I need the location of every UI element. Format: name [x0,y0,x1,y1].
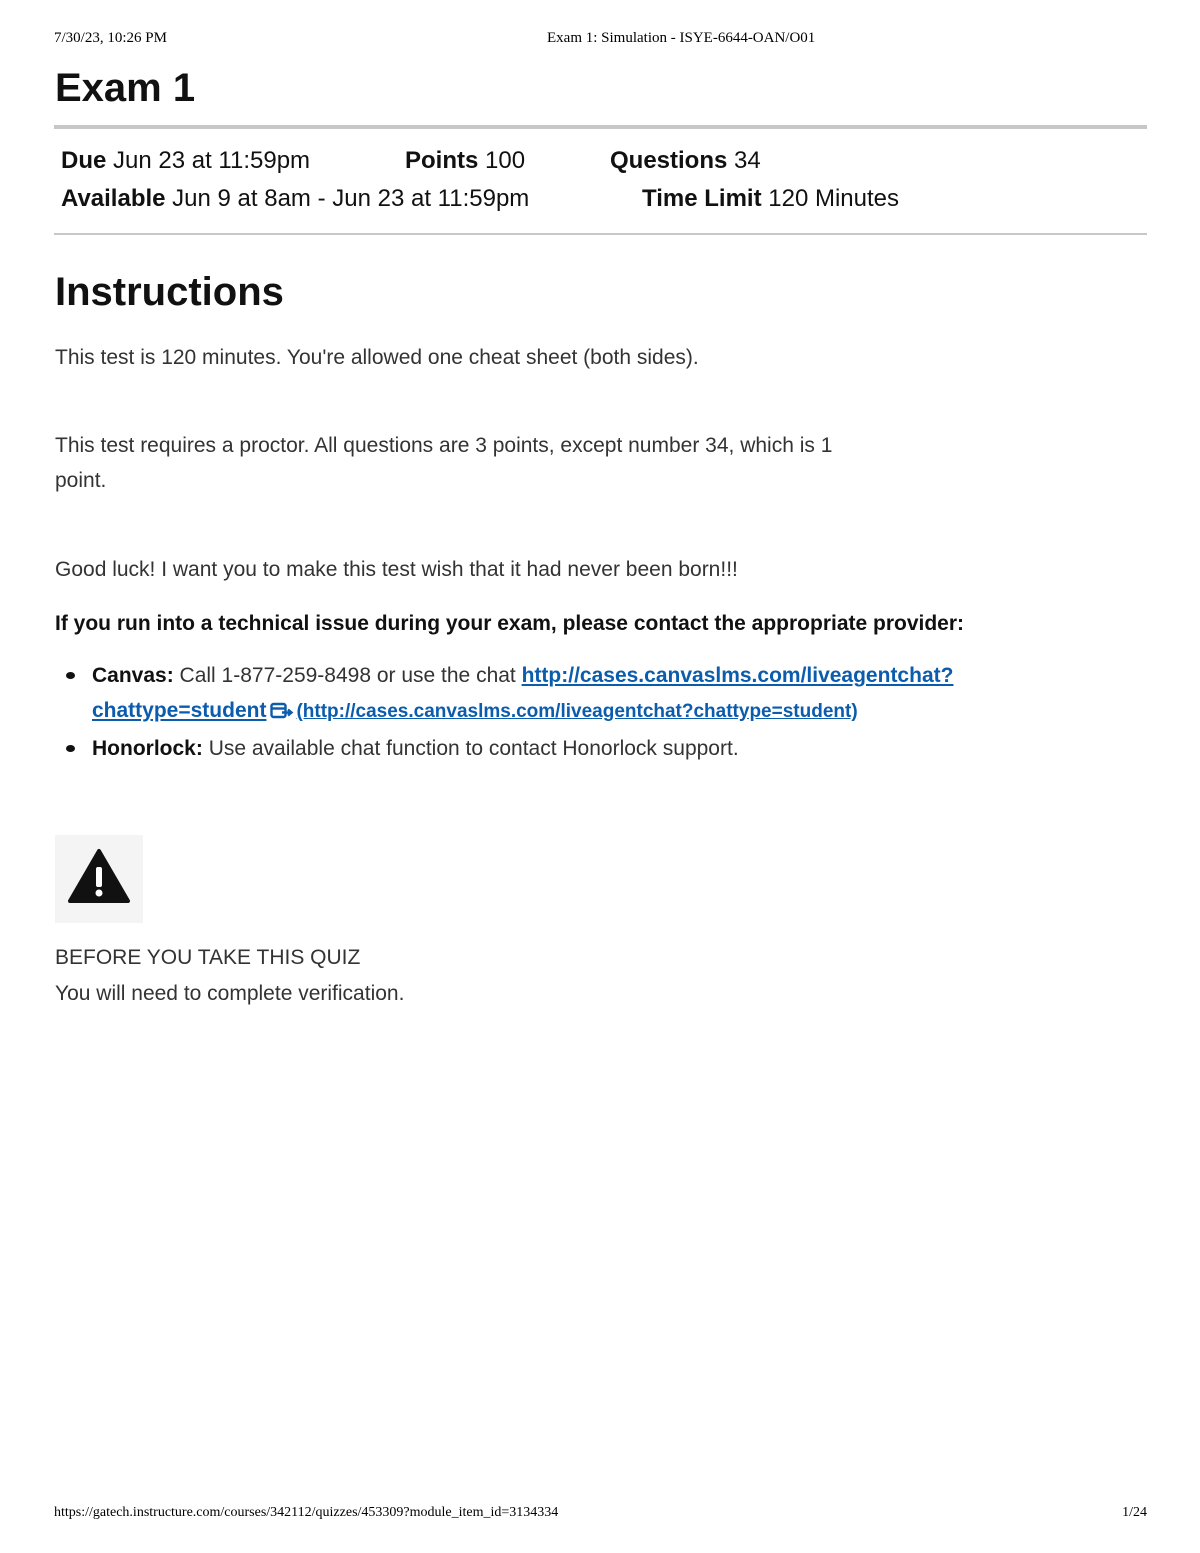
instructions-proctor-line2: point. [55,469,107,492]
external-link-icon[interactable] [270,696,294,731]
instructions-proctor-line1: This test requires a proctor. All questions are 3 points, except number 34, which is 1 [55,434,833,457]
questions-label: Questions [610,147,728,174]
print-footer [0,1505,1200,1525]
provider-name: Honorlock: [92,737,203,760]
page-title: Exam 1 [55,66,196,110]
available-value: Jun 9 at 8am - Jun 23 at 11:59pm [172,185,530,212]
list-item [92,731,1152,766]
page-number: 1/24 [1122,1505,1147,1520]
print-date: 7/30/23, 10:26 PM [54,30,167,46]
list-item [92,658,1152,731]
time-limit-label: Time Limit [642,185,762,212]
instructions-heading: Instructions [55,270,284,314]
notice-text: You will need to complete verification. [55,982,405,1005]
print-header [0,30,1200,50]
meta-available [61,184,529,214]
points-label: Points [405,147,479,174]
bullet [66,745,75,752]
available-label: Available [61,185,166,212]
instructions-proctor [55,428,832,498]
warning-icon [55,835,143,923]
instructions-good-luck: Good luck! I want you to make this test wish that it had never been born!!! [55,558,738,581]
notice-heading: BEFORE YOU TAKE THIS QUIZ [55,946,361,969]
questions-value: 34 [734,147,761,174]
divider-bottom [54,233,1147,235]
canvas-chat-link-line2: chattype=student [92,699,267,722]
due-value: Jun 23 at 11:59pm [113,147,311,174]
meta-time-limit [642,184,899,214]
tech-issue-notice: If you run into a technical issue during your exam, please contact the appropriate provider: [55,612,965,635]
instructions-duration: This test is 120 minutes. You're allowed one cheat sheet (both sides). [55,346,699,369]
verification-notice [55,940,404,1012]
print-url: https://gatech.instructure.com/courses/342112/quizzes/453309?module_item_id=3134334 [54,1505,559,1520]
meta-points [405,146,525,176]
canvas-chat-url-text[interactable]: (http://cases.canvaslms.com/liveagentchat?chattype=student) [296,701,858,722]
meta-questions [610,146,761,176]
canvas-chat-link-line1: http://cases.canvaslms.com/liveagentchat? [521,664,954,687]
provider-name: Canvas: [92,664,174,687]
bullet [66,672,75,679]
provider-list [55,658,1152,766]
due-label: Due [61,147,107,174]
divider-top [54,125,1147,129]
meta-due [61,146,310,176]
provider-text: Use available chat function to contact Honorlock support. [208,737,739,760]
provider-text: Call 1-877-259-8498 or use the chat [179,664,516,687]
time-limit-value: 120 Minutes [768,185,899,212]
points-value: 100 [485,147,526,174]
print-document-title: Exam 1: Simulation - ISYE-6644-OAN/O01 [547,30,816,46]
